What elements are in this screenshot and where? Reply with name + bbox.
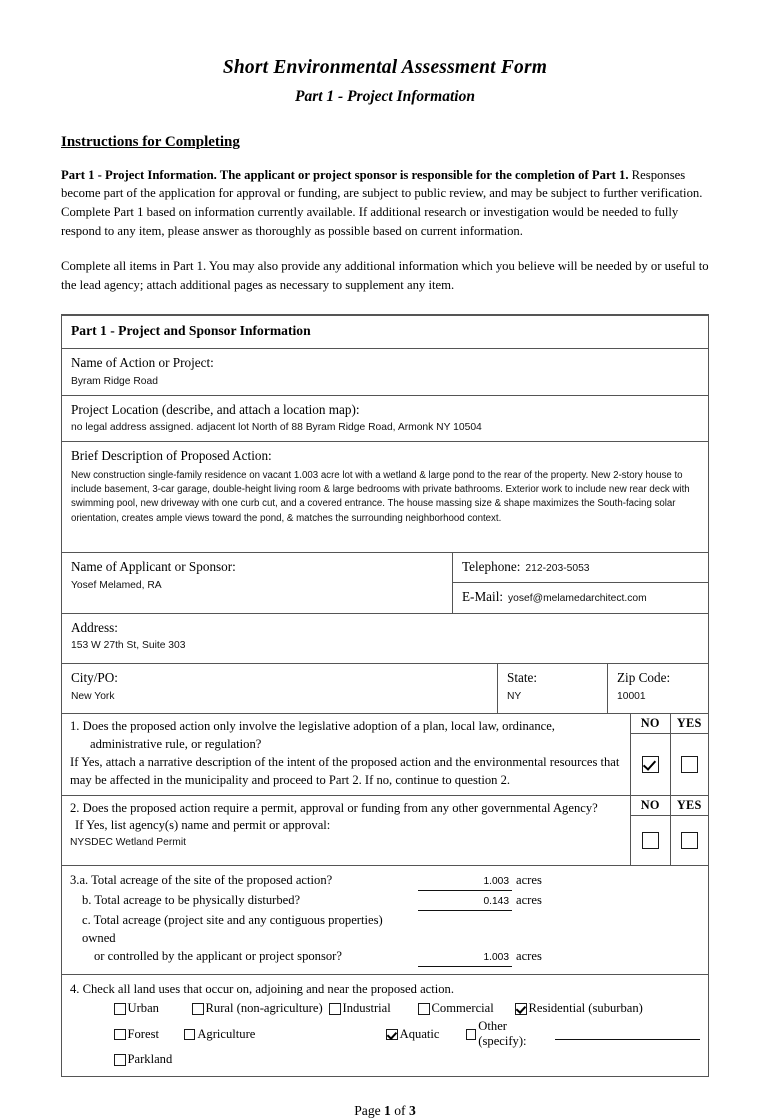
question-1-answers bbox=[630, 714, 708, 795]
landuse-industrial-checkbox[interactable] bbox=[329, 1003, 341, 1015]
landuse-rural-checkbox[interactable] bbox=[192, 1003, 204, 1015]
question-1-text bbox=[62, 714, 630, 795]
landuse-urban-checkbox[interactable] bbox=[114, 1003, 126, 1015]
question-3b-line bbox=[70, 891, 700, 911]
question-1-row bbox=[62, 713, 708, 795]
question-1-no-column bbox=[631, 714, 670, 795]
question-2-answers bbox=[630, 796, 708, 866]
question-2-row bbox=[62, 795, 708, 866]
landuse-industrial-label: Industrial bbox=[342, 1001, 391, 1016]
question-2-line-2: If Yes, list agency(s) name and permit or approval: bbox=[75, 818, 331, 833]
name-of-action-value: Byram Ridge Road bbox=[71, 375, 158, 387]
brief-description-label: Brief Description of Proposed Action: bbox=[71, 448, 272, 464]
landuse-option-forest[interactable] bbox=[114, 1027, 184, 1042]
question-2-no-checkbox[interactable] bbox=[642, 832, 659, 849]
question-1-line-2: administrative rule, or regulation? bbox=[90, 736, 262, 751]
question-2-answer-value: NYSDEC Wetland Permit bbox=[70, 837, 186, 849]
landuse-commercial-label: Commercial bbox=[431, 1001, 494, 1016]
zip-label: Zip Code: bbox=[617, 670, 671, 686]
landuse-aquatic-label: Aquatic bbox=[399, 1026, 440, 1041]
landuse-other-label: Other (specify): bbox=[478, 1019, 527, 1049]
question-3c-value[interactable]: 1.003 bbox=[418, 951, 512, 967]
question-3a-value[interactable]: 1.003 bbox=[418, 875, 512, 891]
question-2-yes-column bbox=[670, 796, 709, 866]
instructions-lead-rest: Responses become part of the application for approval or funding, are subject to public review, and may be subject to further verification. Complete Part 1 based on information currently available. If additional research or investigation would be needed to fully respond to any item, please answer as thoroughly as possible based on current information. bbox=[61, 167, 703, 238]
question-3a-label: 3.a. Total acreage of the site of the proposed action? bbox=[70, 873, 333, 888]
question-4-cell bbox=[62, 975, 708, 1076]
question-2-text bbox=[62, 796, 630, 866]
applicant-label: Name of Applicant or Sponsor: bbox=[71, 558, 236, 574]
footer-page-number: 1 bbox=[384, 1103, 391, 1119]
question-2-no-box-wrap bbox=[631, 816, 670, 866]
name-of-action-label: Name of Action or Project: bbox=[71, 354, 214, 370]
applicant-contact-row bbox=[62, 552, 708, 613]
question-3b-label: b. Total acreage to be physically disturbed? bbox=[82, 892, 301, 907]
landuse-option-rural[interactable] bbox=[192, 1001, 329, 1016]
telephone-field[interactable] bbox=[453, 553, 708, 582]
brief-description-value: New construction single-family residence on vacant 1.003 acre lot with a wetland & large pond to the rear of the property. New 2-story house to include basement, 3-car garage, double-height living room & large bedrooms with private bathrooms. Exterior work to include new rear deck with swimming pool, new driveway with one curb cut, and a covered entrance. The house massing size & shape maximizes the South-facing solar orientation, creates ample views toward the pond, & matches the surrounding neighborhood context. bbox=[71, 470, 690, 524]
page-title: Short Environmental Assessment Form bbox=[222, 57, 548, 78]
contact-cell bbox=[452, 553, 708, 613]
landuse-urban-label: Urban bbox=[127, 1001, 159, 1016]
section-title: Part 1 - Project and Sponsor Information bbox=[71, 322, 311, 338]
question-3c-label-1: c. Total acreage (project site and any contiguous properties) owned bbox=[82, 912, 383, 945]
applicant-value: Yosef Melamed, RA bbox=[71, 579, 162, 591]
question-4-options-row-3 bbox=[70, 1052, 700, 1067]
landuse-agriculture-label: Agriculture bbox=[197, 1026, 256, 1041]
landuse-option-urban[interactable] bbox=[114, 1001, 192, 1016]
instructions-heading-wrap bbox=[61, 107, 709, 151]
landuse-other-input[interactable] bbox=[555, 1029, 700, 1040]
question-1-yes-header: YES bbox=[671, 714, 709, 734]
question-4-options-row-1 bbox=[70, 1001, 700, 1016]
footer-prefix: Page bbox=[354, 1103, 385, 1119]
landuse-aquatic-checkbox[interactable] bbox=[386, 1029, 398, 1041]
page-subtitle: Part 1 - Project Information bbox=[295, 88, 475, 106]
address-label: Address: bbox=[71, 619, 118, 635]
question-1-yes-box-wrap bbox=[671, 734, 709, 795]
landuse-option-commercial[interactable] bbox=[418, 1001, 515, 1016]
brief-description-cell[interactable] bbox=[62, 442, 708, 551]
question-4-heading: 4. Check all land uses that occur on, adjoining and near the proposed action. bbox=[70, 982, 454, 997]
project-location-row bbox=[62, 395, 708, 442]
instructions-lead-bold: Part 1 - Project Information. The applicant or project sponsor is responsible for the completion of Part 1. bbox=[61, 167, 629, 182]
question-2-no-column bbox=[631, 796, 670, 866]
landuse-forest-label: Forest bbox=[127, 1026, 159, 1041]
instructions-paragraph-1 bbox=[61, 166, 709, 241]
landuse-option-aquatic[interactable] bbox=[386, 1027, 466, 1042]
question-3c-line-1 bbox=[70, 911, 700, 948]
question-3b-value[interactable]: 0.143 bbox=[418, 895, 512, 911]
landuse-option-industrial[interactable] bbox=[329, 1001, 418, 1016]
landuse-parkland-label: Parkland bbox=[127, 1052, 173, 1067]
question-3a-line bbox=[70, 871, 700, 891]
question-1-no-header: NO bbox=[631, 714, 670, 734]
address-value: 153 W 27th St, Suite 303 bbox=[71, 640, 186, 652]
landuse-other-checkbox[interactable] bbox=[466, 1029, 476, 1041]
telephone-value: 212-203-5053 bbox=[525, 562, 590, 574]
question-2-yes-checkbox[interactable] bbox=[681, 832, 698, 849]
project-location-value: no legal address assigned. adjacent lot North of 88 Byram Ridge Road, Armonk NY 10504 bbox=[71, 422, 482, 434]
page-footer bbox=[61, 1103, 709, 1119]
telephone-label: Telephone: bbox=[462, 558, 521, 574]
address-row bbox=[62, 613, 708, 664]
footer-total-pages: 3 bbox=[408, 1103, 416, 1119]
landuse-option-parkland[interactable] bbox=[114, 1052, 172, 1067]
landuse-agriculture-checkbox[interactable] bbox=[184, 1029, 196, 1041]
instructions-heading: Instructions for Completing bbox=[61, 133, 240, 150]
question-1-line-1: 1. Does the proposed action only involve the legislative adoption of a plan, local law, ordinance, bbox=[70, 719, 555, 733]
question-3-row bbox=[62, 865, 708, 974]
city-value: New York bbox=[71, 691, 115, 703]
section-header-row bbox=[62, 316, 708, 348]
zip-cell[interactable] bbox=[607, 664, 708, 713]
city-cell[interactable] bbox=[62, 664, 497, 713]
email-field[interactable] bbox=[453, 582, 708, 613]
address-cell[interactable] bbox=[62, 614, 708, 664]
question-3a-unit: acres bbox=[516, 873, 542, 888]
question-3c-label-2: or controlled by the applicant or project sponsor? bbox=[94, 949, 342, 964]
project-location-cell[interactable] bbox=[62, 396, 708, 442]
question-2-yes-box-wrap bbox=[671, 816, 709, 866]
landuse-rural-label: Rural (non-agriculture) bbox=[205, 1001, 323, 1016]
question-3c-line-2 bbox=[70, 947, 700, 967]
instructions-paragraph-2: Complete all items in Part 1. You may also provide any additional information which you believe will be needed by or useful to the lead agency; attach additional pages as necessary to supplement any item. bbox=[61, 259, 709, 293]
question-3-cell bbox=[62, 866, 708, 974]
city-state-zip-row bbox=[62, 663, 708, 713]
landuse-option-residential[interactable] bbox=[515, 1001, 643, 1016]
question-1-no-checkbox[interactable] bbox=[642, 756, 659, 773]
email-value: yosef@melamedarchitect.com bbox=[508, 592, 647, 604]
name-of-action-cell[interactable] bbox=[62, 349, 708, 395]
question-3b-unit: acres bbox=[516, 892, 542, 907]
question-4-row bbox=[62, 974, 708, 1076]
landuse-commercial-checkbox[interactable] bbox=[418, 1003, 430, 1015]
landuse-option-agriculture[interactable] bbox=[184, 1027, 386, 1042]
question-1-no-box-wrap bbox=[631, 734, 670, 795]
landuse-residential-checkbox[interactable] bbox=[515, 1003, 527, 1015]
question-2-yes-header: YES bbox=[671, 796, 709, 816]
landuse-parkland-checkbox[interactable] bbox=[114, 1054, 126, 1066]
question-2-line-1: 2. Does the proposed action require a permit, approval or funding from any other governmental Agency? bbox=[70, 800, 598, 815]
question-3c-unit: acres bbox=[516, 949, 542, 964]
landuse-forest-checkbox[interactable] bbox=[114, 1029, 126, 1041]
name-of-action-row bbox=[62, 348, 708, 395]
project-sponsor-information-table bbox=[61, 314, 709, 1077]
city-label: City/PO: bbox=[71, 670, 118, 686]
footer-mid: of bbox=[390, 1103, 409, 1119]
question-1-line-3: If Yes, attach a narrative description of the intent of the proposed action and the environmental resources that may be affected in the municipality and proceed to Part 2. If no, continue to question 2. bbox=[70, 754, 620, 787]
question-1-yes-column bbox=[670, 714, 709, 795]
state-value: NY bbox=[507, 691, 522, 703]
state-cell[interactable] bbox=[497, 664, 607, 713]
landuse-residential-label: Residential (suburban) bbox=[528, 1001, 643, 1016]
email-label: E-Mail: bbox=[462, 588, 504, 604]
applicant-cell[interactable] bbox=[62, 553, 452, 613]
zip-value: 10001 bbox=[617, 691, 646, 703]
state-label: State: bbox=[507, 670, 538, 686]
project-location-label: Project Location (describe, and attach a location map): bbox=[71, 401, 360, 417]
brief-description-row bbox=[62, 441, 708, 551]
question-1-yes-checkbox[interactable] bbox=[681, 756, 698, 773]
question-2-no-header: NO bbox=[631, 796, 670, 816]
